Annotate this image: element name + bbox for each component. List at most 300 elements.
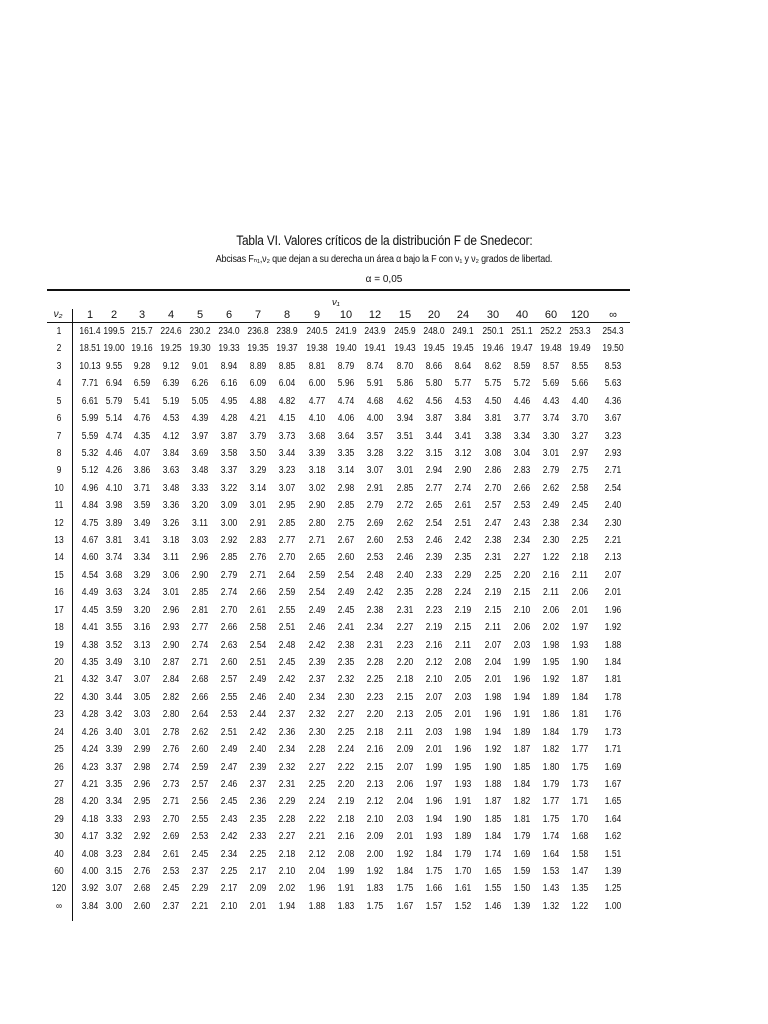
- table-cell: 2.59: [308, 569, 326, 581]
- row-label: 14: [54, 552, 64, 564]
- table-cell: 250.1: [482, 326, 504, 337]
- table-cell: 1.84: [396, 866, 414, 878]
- table-cell: 2.90: [162, 639, 180, 651]
- table-cell: 2.95: [278, 500, 296, 512]
- table-cell: 3.97: [191, 430, 209, 442]
- table-cell: 8.94: [220, 360, 238, 372]
- table-cell: 2.35: [396, 587, 414, 599]
- table-cell: 2.29: [454, 569, 472, 581]
- table-cell: 4.10: [105, 482, 123, 494]
- table-cell: 4.26: [81, 726, 99, 738]
- table-cell: 2.51: [278, 622, 296, 634]
- table-cell: 2.33: [425, 569, 443, 581]
- table-cell: 3.29: [133, 569, 151, 581]
- table-cell: 2.80: [162, 709, 180, 721]
- table-cell: 3.34: [513, 430, 531, 442]
- table-cell: 224.6: [160, 326, 182, 337]
- table-cell: 2.76: [249, 552, 267, 564]
- table-cell: 1.92: [396, 848, 414, 860]
- table-cell: 2.33: [249, 831, 267, 843]
- table-cell: 3.39: [308, 447, 326, 459]
- table-cell: 2.12: [366, 796, 384, 808]
- table-cell: 2.25: [249, 848, 267, 860]
- table-cell: 19.45: [452, 343, 474, 355]
- table-cell: 5.86: [396, 378, 414, 390]
- table-cell: 2.10: [220, 900, 238, 912]
- table-cell: 2.75: [571, 465, 589, 477]
- table-cell: 2.18: [571, 552, 589, 564]
- table-cell: 2.87: [162, 656, 180, 668]
- table-cell: 2.29: [278, 796, 296, 808]
- table-cell: 3.49: [133, 517, 151, 529]
- table-cell: 2.92: [220, 535, 238, 547]
- table-cell: 1.65: [604, 796, 622, 808]
- table-cell: 3.08: [484, 447, 502, 459]
- table-cell: 4.06: [337, 413, 355, 425]
- table-cell: 3.15: [105, 866, 123, 878]
- table-cell: 2.39: [308, 656, 326, 668]
- table-cell: 2.20: [366, 709, 384, 721]
- table-cell: 2.11: [397, 726, 413, 738]
- table-cell: 230.2: [189, 326, 211, 337]
- table-cell: 2.37: [191, 866, 209, 878]
- table-cell: 2.53: [191, 831, 209, 843]
- table-cell: 2.93: [604, 447, 622, 459]
- table-cell: 2.81: [191, 604, 209, 616]
- table-cell: 2.21: [191, 900, 209, 912]
- table-cell: 1.64: [604, 813, 622, 825]
- row-label: 8: [56, 447, 62, 459]
- table-cell: 2.76: [133, 866, 151, 878]
- table-cell: 2.27: [278, 831, 296, 843]
- alpha-level: α = 0,05: [365, 274, 403, 285]
- column-header-5: 5: [196, 309, 204, 321]
- table-cell: 19.43: [394, 343, 416, 355]
- table-cell: 3.68: [308, 430, 326, 442]
- table-cell: 2.36: [249, 796, 267, 808]
- table-cell: 2.97: [571, 447, 589, 459]
- table-cell: 2.43: [513, 517, 531, 529]
- table-cell: 4.75: [81, 517, 99, 529]
- table-cell: 2.23: [396, 639, 414, 651]
- table-cell: 2.10: [366, 813, 384, 825]
- table-cell: 2.20: [337, 778, 355, 790]
- row-label: 24: [54, 726, 64, 738]
- table-cell: 2.60: [366, 535, 384, 547]
- table-cell: 3.04: [513, 447, 531, 459]
- table-cell: 3.59: [105, 604, 123, 616]
- table-cell: 2.71: [604, 465, 622, 477]
- table-cell: 1.51: [604, 848, 622, 860]
- table-cell: 2.85: [337, 500, 355, 512]
- table-cell: 19.30: [189, 343, 211, 355]
- table-cell: 19.50: [602, 343, 624, 355]
- table-cell: 2.03: [513, 639, 531, 651]
- table-cell: 3.20: [133, 604, 151, 616]
- table-cell: 2.07: [425, 691, 443, 703]
- table-cell: 2.13: [366, 778, 384, 790]
- table-cell: 161.4: [79, 326, 101, 337]
- table-cell: 2.11: [572, 569, 588, 581]
- table-cell: 3.00: [220, 517, 238, 529]
- table-cell: 1.96: [308, 883, 326, 895]
- table-cell: 4.28: [220, 413, 238, 425]
- table-cell: 1.74: [484, 848, 502, 860]
- table-cell: 2.11: [485, 622, 501, 634]
- table-cell: 8.81: [308, 360, 326, 372]
- table-cell: 2.00: [366, 848, 384, 860]
- table-cell: 2.25: [220, 866, 238, 878]
- table-cell: 2.13: [396, 709, 414, 721]
- table-cell: 5.72: [513, 378, 531, 390]
- table-cell: 1.83: [366, 883, 384, 895]
- table-cell: 2.64: [278, 569, 296, 581]
- table-cell: 2.35: [454, 552, 472, 564]
- table-cell: 3.69: [191, 447, 209, 459]
- table-cell: 8.62: [484, 360, 502, 372]
- row-label: 6: [56, 413, 62, 425]
- table-cell: 1.32: [542, 900, 560, 912]
- table-cell: 2.60: [191, 744, 209, 756]
- table-cell: 3.48: [191, 465, 209, 477]
- table-cell: 3.71: [133, 482, 151, 494]
- table-cell: 2.85: [191, 587, 209, 599]
- table-cell: 1.98: [454, 726, 472, 738]
- table-cell: 3.01: [249, 500, 267, 512]
- table-cell: 240.5: [306, 326, 328, 337]
- table-cell: 3.59: [133, 500, 151, 512]
- table-cell: 2.31: [366, 639, 384, 651]
- row-label: 60: [54, 866, 64, 878]
- table-cell: 249.1: [452, 326, 474, 337]
- table-cell: 2.31: [484, 552, 502, 564]
- table-cell: 1.93: [425, 831, 443, 843]
- table-cell: 1.90: [484, 761, 502, 773]
- table-cell: 3.42: [105, 709, 123, 721]
- table-cell: 1.70: [454, 866, 472, 878]
- table-cell: 1.85: [513, 761, 531, 773]
- table-cell: 4.45: [81, 604, 99, 616]
- table-cell: 2.31: [396, 604, 414, 616]
- table-cell: 2.86: [484, 465, 502, 477]
- table-cell: 4.74: [337, 395, 355, 407]
- table-cell: 2.20: [396, 656, 414, 668]
- table-cell: 2.10: [425, 674, 443, 686]
- table-cell: 1.69: [604, 761, 622, 773]
- table-cell: 2.77: [278, 535, 296, 547]
- table-cell: 1.52: [454, 900, 472, 912]
- table-cell: 248.0: [423, 326, 445, 337]
- table-cell: 4.43: [542, 395, 560, 407]
- table-cell: 2.94: [425, 465, 443, 477]
- table-cell: 4.21: [249, 413, 267, 425]
- table-cell: 3.87: [425, 413, 443, 425]
- table-cell: 9.28: [133, 360, 151, 372]
- row-label: 13: [54, 535, 64, 547]
- table-cell: 4.26: [105, 465, 123, 477]
- table-cell: 1.96: [425, 796, 443, 808]
- table-cell: 2.23: [425, 604, 443, 616]
- table-cell: 1.84: [425, 848, 443, 860]
- table-cell: 3.55: [105, 622, 123, 634]
- table-cell: 5.80: [425, 378, 443, 390]
- table-cell: 2.32: [308, 709, 326, 721]
- table-cell: 1.89: [513, 726, 531, 738]
- table-cell: 1.73: [571, 778, 589, 790]
- table-cell: 2.45: [278, 656, 296, 668]
- table-cell: 3.41: [133, 535, 151, 547]
- table-cell: 1.46: [484, 900, 502, 912]
- column-header-3: 3: [138, 309, 146, 321]
- table-cell: 2.66: [191, 691, 209, 703]
- table-cell: 3.24: [133, 587, 151, 599]
- column-header-1: 1: [86, 309, 94, 321]
- table-cell: 2.16: [425, 639, 443, 651]
- table-cell: 1.89: [454, 831, 472, 843]
- table-cell: 2.79: [220, 569, 238, 581]
- table-cell: 2.66: [513, 482, 531, 494]
- table-cell: 4.56: [425, 395, 443, 407]
- table-cell: 1.75: [396, 883, 414, 895]
- table-cell: 3.34: [105, 796, 123, 808]
- table-cell: 3.07: [278, 482, 296, 494]
- table-cell: 4.38: [81, 639, 99, 651]
- table-cell: 2.58: [249, 622, 267, 634]
- table-cell: 2.15: [454, 622, 472, 634]
- table-cell: 2.74: [191, 639, 209, 651]
- table-cell: 4.35: [81, 656, 99, 668]
- table-cell: 3.22: [220, 482, 238, 494]
- table-cell: 1.74: [542, 831, 560, 843]
- table-cell: 3.30: [542, 430, 560, 442]
- table-cell: 2.96: [133, 778, 151, 790]
- table-cell: 2.48: [366, 569, 384, 581]
- table-cell: 2.22: [308, 813, 326, 825]
- table-cell: 2.06: [571, 587, 589, 599]
- table-cell: 4.36: [604, 395, 622, 407]
- table-cell: 2.25: [484, 569, 502, 581]
- table-cell: 1.73: [604, 726, 622, 738]
- column-header-10: 10: [339, 309, 353, 321]
- table-cell: 3.07: [105, 883, 123, 895]
- table-cell: 1.92: [542, 674, 560, 686]
- table-cell: 3.13: [133, 639, 151, 651]
- table-cell: 1.98: [542, 639, 560, 651]
- table-cell: 19.38: [306, 343, 328, 355]
- table-cell: 2.36: [278, 726, 296, 738]
- row-label: 9: [56, 465, 62, 477]
- table-cell: 2.60: [220, 656, 238, 668]
- row-label: 25: [54, 744, 64, 756]
- table-cell: 1.95: [454, 761, 472, 773]
- row-label: 5: [56, 395, 62, 407]
- table-cell: 1.39: [513, 900, 531, 912]
- table-cell: 2.69: [162, 831, 180, 843]
- table-cell: 2.06: [513, 622, 531, 634]
- table-cell: 1.94: [278, 900, 296, 912]
- table-cell: 3.03: [191, 535, 209, 547]
- table-cell: 2.47: [220, 761, 238, 773]
- table-cell: 1.91: [513, 709, 531, 721]
- table-cell: 2.54: [249, 639, 267, 651]
- table-cell: 1.75: [571, 761, 589, 773]
- header-rule: [47, 322, 630, 323]
- table-cell: 236.8: [247, 326, 269, 337]
- table-cell: 2.66: [249, 587, 267, 599]
- table-cell: 2.13: [604, 552, 622, 564]
- table-cell: 1.96: [604, 604, 622, 616]
- table-cell: 1.87: [571, 674, 589, 686]
- table-cell: 1.59: [513, 866, 531, 878]
- table-cell: 6.61: [81, 395, 99, 407]
- row-label: 2: [56, 343, 62, 355]
- table-cell: 3.94: [396, 413, 414, 425]
- table-cell: 2.65: [308, 552, 326, 564]
- table-cell: 8.53: [604, 360, 622, 372]
- table-cell: 1.85: [484, 813, 502, 825]
- table-cell: 4.53: [162, 413, 180, 425]
- table-cell: 2.40: [604, 500, 622, 512]
- table-cell: 1.81: [571, 709, 589, 721]
- table-cell: 2.62: [191, 726, 209, 738]
- row-label: 120: [51, 883, 67, 895]
- table-cell: 2.59: [191, 761, 209, 773]
- table-cell: 4.68: [366, 395, 384, 407]
- table-cell: 19.33: [218, 343, 240, 355]
- table-cell: 2.71: [162, 796, 180, 808]
- table-cell: 1.57: [425, 900, 443, 912]
- table-cell: 3.35: [105, 778, 123, 790]
- table-cell: 2.34: [366, 622, 384, 634]
- table-cell: 4.32: [81, 674, 99, 686]
- table-cell: 2.27: [308, 761, 326, 773]
- table-cell: 1.96: [454, 744, 472, 756]
- table-cell: 5.69: [542, 378, 560, 390]
- table-cell: 2.65: [425, 500, 443, 512]
- table-cell: 6.04: [278, 378, 296, 390]
- table-cell: 2.30: [308, 726, 326, 738]
- table-cell: 2.85: [278, 517, 296, 529]
- table-cell: 8.74: [366, 360, 384, 372]
- table-cell: 5.75: [484, 378, 502, 390]
- table-cell: 4.00: [366, 413, 384, 425]
- table-cell: 1.79: [513, 831, 531, 843]
- table-cell: 2.75: [337, 517, 355, 529]
- row-label: 26: [54, 761, 64, 773]
- table-cell: 3.41: [454, 430, 472, 442]
- table-cell: 8.57: [542, 360, 560, 372]
- table-cell: 2.11: [455, 639, 471, 651]
- table-cell: 1.87: [484, 796, 502, 808]
- table-cell: 2.71: [308, 535, 326, 547]
- table-cell: 2.70: [278, 552, 296, 564]
- table-cell: 2.63: [220, 639, 238, 651]
- table-cell: 1.39: [604, 866, 622, 878]
- table-cell: 3.23: [278, 465, 296, 477]
- table-cell: 19.40: [335, 343, 357, 355]
- table-cell: 2.08: [454, 656, 472, 668]
- table-cell: 8.55: [571, 360, 589, 372]
- table-cell: 19.25: [160, 343, 182, 355]
- table-cell: 2.83: [249, 535, 267, 547]
- table-cell: 6.94: [105, 378, 123, 390]
- table-cell: 5.05: [191, 395, 209, 407]
- table-cell: 2.24: [337, 744, 355, 756]
- table-cell: 6.09: [249, 378, 267, 390]
- table-cell: 4.23: [81, 761, 99, 773]
- table-cell: 2.56: [191, 796, 209, 808]
- table-cell: 3.44: [278, 447, 296, 459]
- table-cell: 2.57: [484, 500, 502, 512]
- table-cell: 2.07: [484, 639, 502, 651]
- table-cell: 2.16: [337, 831, 355, 843]
- table-cell: 2.38: [542, 517, 560, 529]
- table-cell: 3.06: [162, 569, 180, 581]
- table-cell: 4.54: [81, 569, 99, 581]
- table-cell: 2.49: [542, 500, 560, 512]
- table-cell: 2.45: [162, 883, 180, 895]
- table-cell: 1.91: [454, 796, 472, 808]
- row-label: 7: [56, 430, 62, 442]
- table-cell: 3.07: [133, 674, 151, 686]
- table-cell: 4.95: [220, 395, 238, 407]
- table-cell: 2.79: [366, 500, 384, 512]
- row-label: 22: [54, 691, 64, 703]
- column-header-120: 120: [570, 309, 590, 321]
- table-cell: 1.67: [396, 900, 414, 912]
- table-cell: 3.34: [133, 552, 151, 564]
- table-cell: 4.46: [513, 395, 531, 407]
- table-cell: 1.90: [571, 656, 589, 668]
- table-cell: 4.15: [278, 413, 296, 425]
- row-label: 23: [54, 709, 64, 721]
- table-cell: 2.62: [396, 517, 414, 529]
- table-cell: 3.33: [105, 813, 123, 825]
- table-cell: 3.12: [454, 447, 472, 459]
- table-cell: 3.07: [366, 465, 384, 477]
- table-cell: 2.29: [191, 883, 209, 895]
- table-cell: 3.77: [513, 413, 531, 425]
- table-cell: 2.28: [425, 587, 443, 599]
- table-cell: 3.40: [105, 726, 123, 738]
- table-cell: 2.06: [396, 778, 414, 790]
- table-cell: 5.66: [571, 378, 589, 390]
- table-cell: 3.86: [133, 465, 151, 477]
- table-cell: 1.81: [604, 674, 622, 686]
- table-cell: 1.94: [513, 691, 531, 703]
- table-cell: 2.54: [308, 587, 326, 599]
- table-cell: 2.04: [308, 866, 326, 878]
- table-cell: 1.47: [571, 866, 589, 878]
- table-cell: 4.49: [81, 587, 99, 599]
- table-cell: 2.69: [366, 517, 384, 529]
- table-cell: 1.88: [604, 639, 622, 651]
- column-header-∞: ∞: [609, 309, 617, 321]
- table-cell: 9.01: [191, 360, 209, 372]
- table-cell: 241.9: [335, 326, 357, 337]
- table-cell: 2.42: [454, 535, 472, 547]
- table-cell: 9.55: [105, 360, 123, 372]
- table-cell: 2.21: [308, 831, 326, 843]
- table-cell: 2.91: [249, 517, 267, 529]
- table-cell: 1.92: [366, 866, 384, 878]
- table-cell: 254.3: [602, 326, 624, 337]
- table-cell: 3.44: [425, 430, 443, 442]
- table-cell: 3.14: [249, 482, 267, 494]
- table-cell: 5.99: [81, 413, 99, 425]
- table-cell: 1.84: [513, 778, 531, 790]
- table-cell: 8.85: [278, 360, 296, 372]
